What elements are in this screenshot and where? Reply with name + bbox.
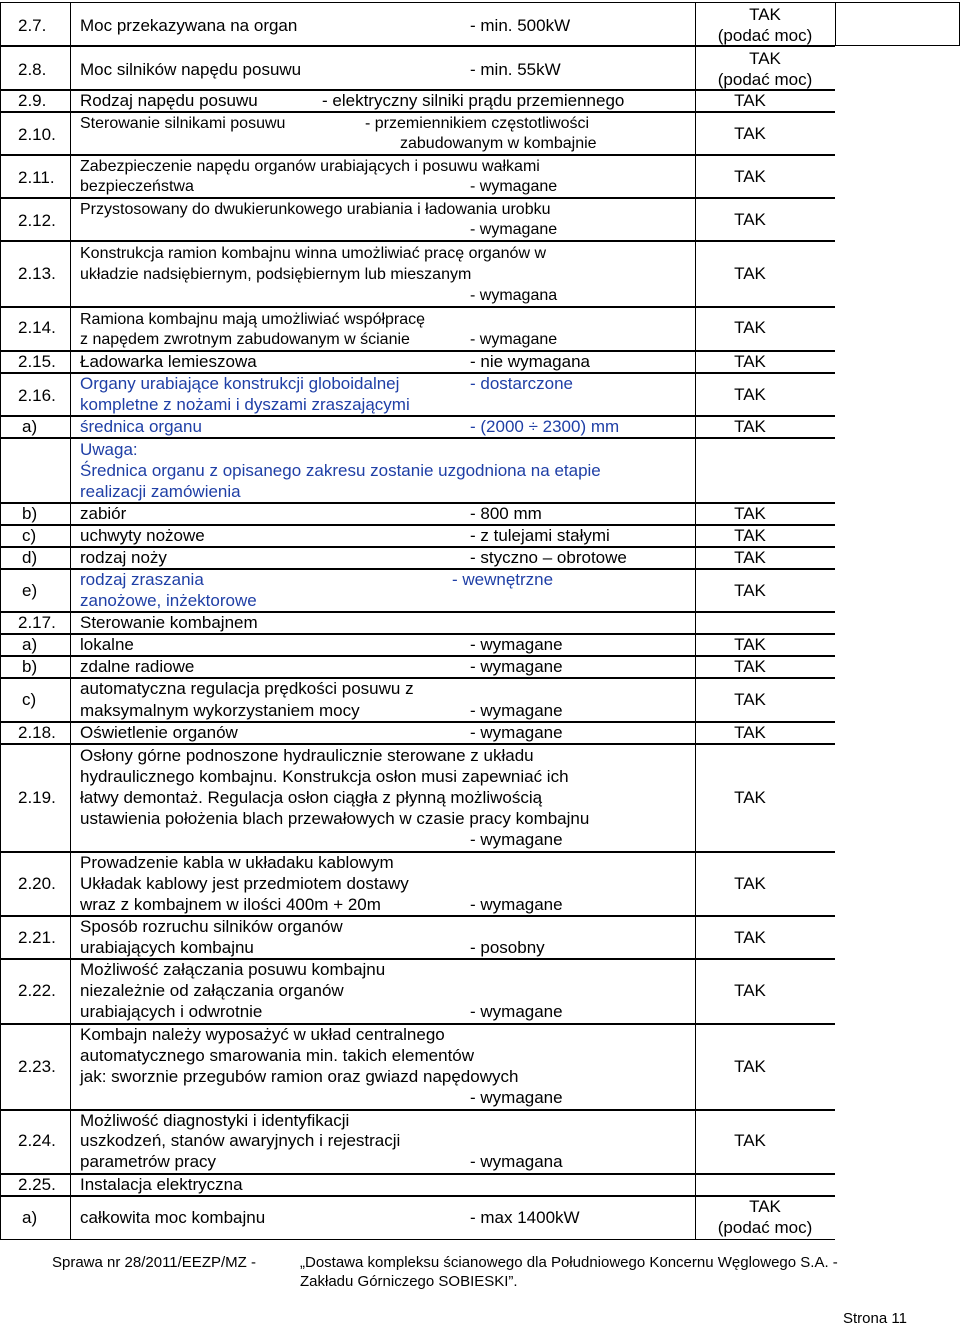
footer-title-2: Zakładu Górniczego SOBIESKI”. [300, 1273, 518, 1290]
row-requirement: - (2000 ÷ 2300) mm [470, 417, 620, 436]
row-description-2: z napędem zwrotnym zabudowanym w ścianie [80, 331, 410, 348]
row-description-2: zanożowe, inżektorowe [80, 591, 257, 610]
row-tak: TAK [734, 635, 766, 654]
row-description: Sterowanie silnikami posuwu [80, 115, 286, 132]
table-row [0, 569, 960, 612]
row-tak: TAK [734, 788, 766, 807]
note-line: realizacji zamówienia [80, 482, 241, 501]
table-row [0, 46, 960, 90]
row-description: Rodzaj napędu posuwu [80, 91, 258, 110]
row-requirement: - min. 55kW [470, 60, 561, 79]
row-requirement: - wymagane [470, 830, 563, 849]
row-requirement: - wymagane [470, 895, 563, 914]
row-number: 2.16. [18, 386, 56, 405]
table-row [0, 198, 960, 241]
row-description: lokalne [80, 635, 134, 654]
row-tak: TAK [734, 1131, 766, 1150]
row-description: automatyczna regulacja prędkości posuwu z [80, 679, 414, 698]
row-description-line: Konstrukcja ramion kombajnu winna umożliwiać pracę organów w [80, 245, 546, 262]
table-row [0, 2, 960, 46]
row-requirement: - wymagane [470, 331, 558, 348]
row-requirement: - wymagane [470, 723, 563, 742]
row-description: Ładowarka lemieszowa [80, 352, 257, 371]
row-description: Oświetlenie organów [80, 723, 238, 742]
row-description-line: Możliwość diagnostyki i identyfikacji [80, 1111, 350, 1130]
table-row [0, 112, 960, 155]
row-requirement: - wymagane [470, 221, 558, 238]
table-row [0, 351, 960, 373]
row-description-line: niezależnie od załączania organów [80, 981, 344, 1000]
row-tak: TAK [734, 417, 766, 436]
row-tak: TAK [734, 124, 766, 143]
row-tak-note: (podać moc) [717, 1218, 813, 1237]
row-description-line: parametrów pracy [80, 1152, 217, 1171]
table-row [0, 503, 960, 525]
row-description-line: hydraulicznego kombajnu. Konstrukcja osłon musi zapewniać ich [80, 767, 569, 786]
row-number: 2.9. [18, 91, 47, 110]
row-tak: TAK [734, 548, 766, 567]
row-tak: TAK [734, 981, 766, 1000]
table-row [0, 634, 960, 656]
row-number: 2.7. [18, 16, 47, 35]
row-requirement: - max 1400kW [470, 1208, 580, 1227]
row-description-line: urabiających kombajnu [80, 938, 254, 957]
table-row [0, 155, 960, 198]
row-description: Sterowanie kombajnem [80, 613, 258, 632]
row-requirement: - elektryczny silniki prądu przemiennego [322, 91, 625, 110]
table-row [0, 722, 960, 744]
row-tak: TAK [749, 5, 781, 24]
row-description-line: Prowadzenie kabla w układaku kablowym [80, 853, 394, 872]
row-number: 2.22. [18, 981, 56, 1000]
page-footer [0, 1240, 960, 1328]
row-tak: TAK [749, 1197, 781, 1216]
row-description: Organy urabiające konstrukcji globoidalnej [80, 374, 400, 393]
row-number: 2.10. [18, 125, 56, 144]
row-number: 2.20. [18, 874, 56, 893]
row-requirement: - wymagane [470, 635, 563, 654]
row-description-line: uszkodzeń, stanów awaryjnych i rejestracji [80, 1131, 401, 1150]
footer-case-number: Sprawa nr 28/2011/EEZP/MZ - [52, 1254, 256, 1271]
table-row [0, 1110, 960, 1174]
note-line: Uwaga: [80, 440, 138, 459]
row-requirement: - 800 mm [470, 504, 542, 523]
row-description: Moc przekazywana na organ [80, 16, 298, 35]
row-requirement: - z tulejami stałymi [470, 526, 610, 545]
row-description: Instalacja elektryczna [80, 1175, 243, 1194]
row-description-line: układzie nadsiębiernym, podsiębiernym lub mieszanym [80, 266, 472, 283]
note-line: Średnica organu z opisanego zakresu zostanie uzgodniona na etapie [80, 461, 601, 480]
table-row [0, 438, 960, 503]
row-tak: TAK [734, 91, 766, 110]
footer-title: „Dostawa kompleksu ścianowego dla Południowego Koncernu Węglowego S.A. - [300, 1254, 838, 1271]
row-number: a) [22, 1208, 38, 1227]
row-tak: TAK [734, 352, 766, 371]
row-number: a) [22, 417, 38, 436]
table-row [0, 959, 960, 1024]
row-description-line: ustawienia położenia blach przewałowych w czasie pracy kombajnu [80, 809, 590, 828]
row-tak: TAK [734, 1057, 766, 1076]
row-tak: TAK [734, 264, 766, 283]
row-description-line: Układak kablowy jest przedmiotem dostawy [80, 874, 409, 893]
table-row [0, 373, 960, 416]
table-row [0, 241, 960, 307]
row-number: c) [22, 690, 37, 709]
row-description: całkowita moc kombajnu [80, 1208, 266, 1227]
row-tak: TAK [734, 167, 766, 186]
row-tak: TAK [734, 690, 766, 709]
table-row [0, 525, 960, 547]
row-requirement: - wymagane [470, 178, 558, 195]
row-number: 2.21. [18, 928, 56, 947]
row-number: 2.19. [18, 788, 56, 807]
table-row [0, 612, 960, 634]
row-number: c) [22, 526, 37, 545]
row-description: zabiór [80, 504, 127, 523]
row-number: a) [22, 635, 38, 654]
row-description-2: kompletne z nożami i dyszami zraszającymi [80, 395, 410, 414]
row-number: b) [22, 657, 38, 676]
row-description-2: bezpieczeństwa [80, 178, 194, 195]
row-requirement: - nie wymagana [470, 352, 591, 371]
row-tak: TAK [734, 657, 766, 676]
row-requirement: - wymagane [470, 1002, 563, 1021]
row-tak-note: (podać moc) [717, 70, 813, 89]
row-description-line: automatycznego smarowania min. takich elementów [80, 1046, 475, 1065]
row-number: d) [22, 548, 38, 567]
row-description-line: urabiających i odwrotnie [80, 1002, 263, 1021]
row-description-line: Możliwość załączania posuwu kombajnu [80, 960, 386, 979]
row-description: Ramiona kombajnu mają umożliwiać współpracę [80, 311, 426, 328]
row-description: Przystosowany do dwukierunkowego urabiania i ładowania urobku [80, 201, 551, 218]
row-requirement: - dostarczone [470, 374, 573, 393]
row-description-line: Sposób rozruchu silników organów [80, 917, 343, 936]
page-number: Strona 11 [843, 1310, 907, 1327]
row-description: rodzaj zraszania [80, 570, 204, 589]
table-row [0, 416, 960, 438]
table-row [0, 744, 960, 852]
row-number: 2.14. [18, 318, 56, 337]
row-number: 2.11. [18, 168, 55, 187]
row-description-line: łatwy demontaż. Regulacja osłon ciągła z płynną możliwością [80, 788, 543, 807]
row-requirement: - min. 500kW [470, 16, 571, 35]
row-number: 2.12. [18, 211, 56, 230]
row-tak: TAK [734, 874, 766, 893]
row-number: b) [22, 504, 38, 523]
table-row [0, 547, 960, 569]
row-tak: TAK [734, 385, 766, 404]
table-row [0, 1174, 960, 1196]
row-requirement-2: zabudowanym w kombajnie [400, 135, 597, 152]
row-description: Moc silników napędu posuwu [80, 60, 302, 79]
row-tak-note: (podać moc) [717, 26, 813, 45]
row-number: 2.17. [18, 613, 56, 632]
row-number: 2.8. [18, 60, 47, 79]
table-row [0, 1196, 960, 1240]
row-number: 2.18. [18, 723, 56, 742]
row-requirement: - wewnętrzne [452, 570, 554, 589]
row-requirement: - przemiennikiem częstotliwości [365, 115, 590, 132]
row-description-2: maksymalnym wykorzystaniem mocy [80, 701, 360, 720]
row-number: e) [22, 581, 38, 600]
table-row [0, 916, 960, 959]
row-tak: TAK [734, 504, 766, 523]
row-tak: TAK [734, 210, 766, 229]
row-number: 2.13. [18, 264, 56, 283]
table-row [0, 307, 960, 351]
row-tak: TAK [749, 49, 781, 68]
row-description: rodzaj noży [80, 548, 167, 567]
row-requirement: - wymagane [470, 657, 563, 676]
row-requirement: - wymagana [470, 287, 558, 304]
row-number: 2.24. [18, 1131, 56, 1150]
row-requirement: - wymagana [470, 1152, 563, 1171]
row-description: uchwyty nożowe [80, 526, 205, 545]
table-row [0, 90, 960, 112]
row-requirement: - wymagane [470, 701, 563, 720]
row-number: 2.23. [18, 1057, 56, 1076]
table-row [0, 852, 960, 916]
row-requirement: - styczno – obrotowe [470, 548, 627, 567]
row-tak: TAK [734, 581, 766, 600]
table-row [0, 656, 960, 678]
row-number: 2.15. [18, 352, 56, 371]
row-tak: TAK [734, 928, 766, 947]
row-description-line: Osłony górne podnoszone hydraulicznie sterowane z układu [80, 746, 534, 765]
table-row [0, 1024, 960, 1110]
table-row [0, 678, 960, 722]
row-requirement: - wymagane [470, 1088, 563, 1107]
row-number: 2.25. [18, 1175, 56, 1194]
row-description: średnica organu [80, 417, 202, 436]
row-description-line: wraz z kombajnem w ilości 400m + 20m [80, 895, 381, 914]
row-description-line: jak: sworznie przegubów ramion oraz gwiazd napędowych [80, 1067, 519, 1086]
row-tak: TAK [734, 526, 766, 545]
row-description: zdalne radiowe [80, 657, 195, 676]
row-description-line: Kombajn należy wyposażyć w układ centralnego [80, 1025, 445, 1044]
row-tak: TAK [734, 318, 766, 337]
row-tak: TAK [734, 723, 766, 742]
row-description: Zabezpieczenie napędu organów urabiających i posuwu wałkami [80, 158, 540, 175]
row-requirement: - posobny [470, 938, 545, 957]
